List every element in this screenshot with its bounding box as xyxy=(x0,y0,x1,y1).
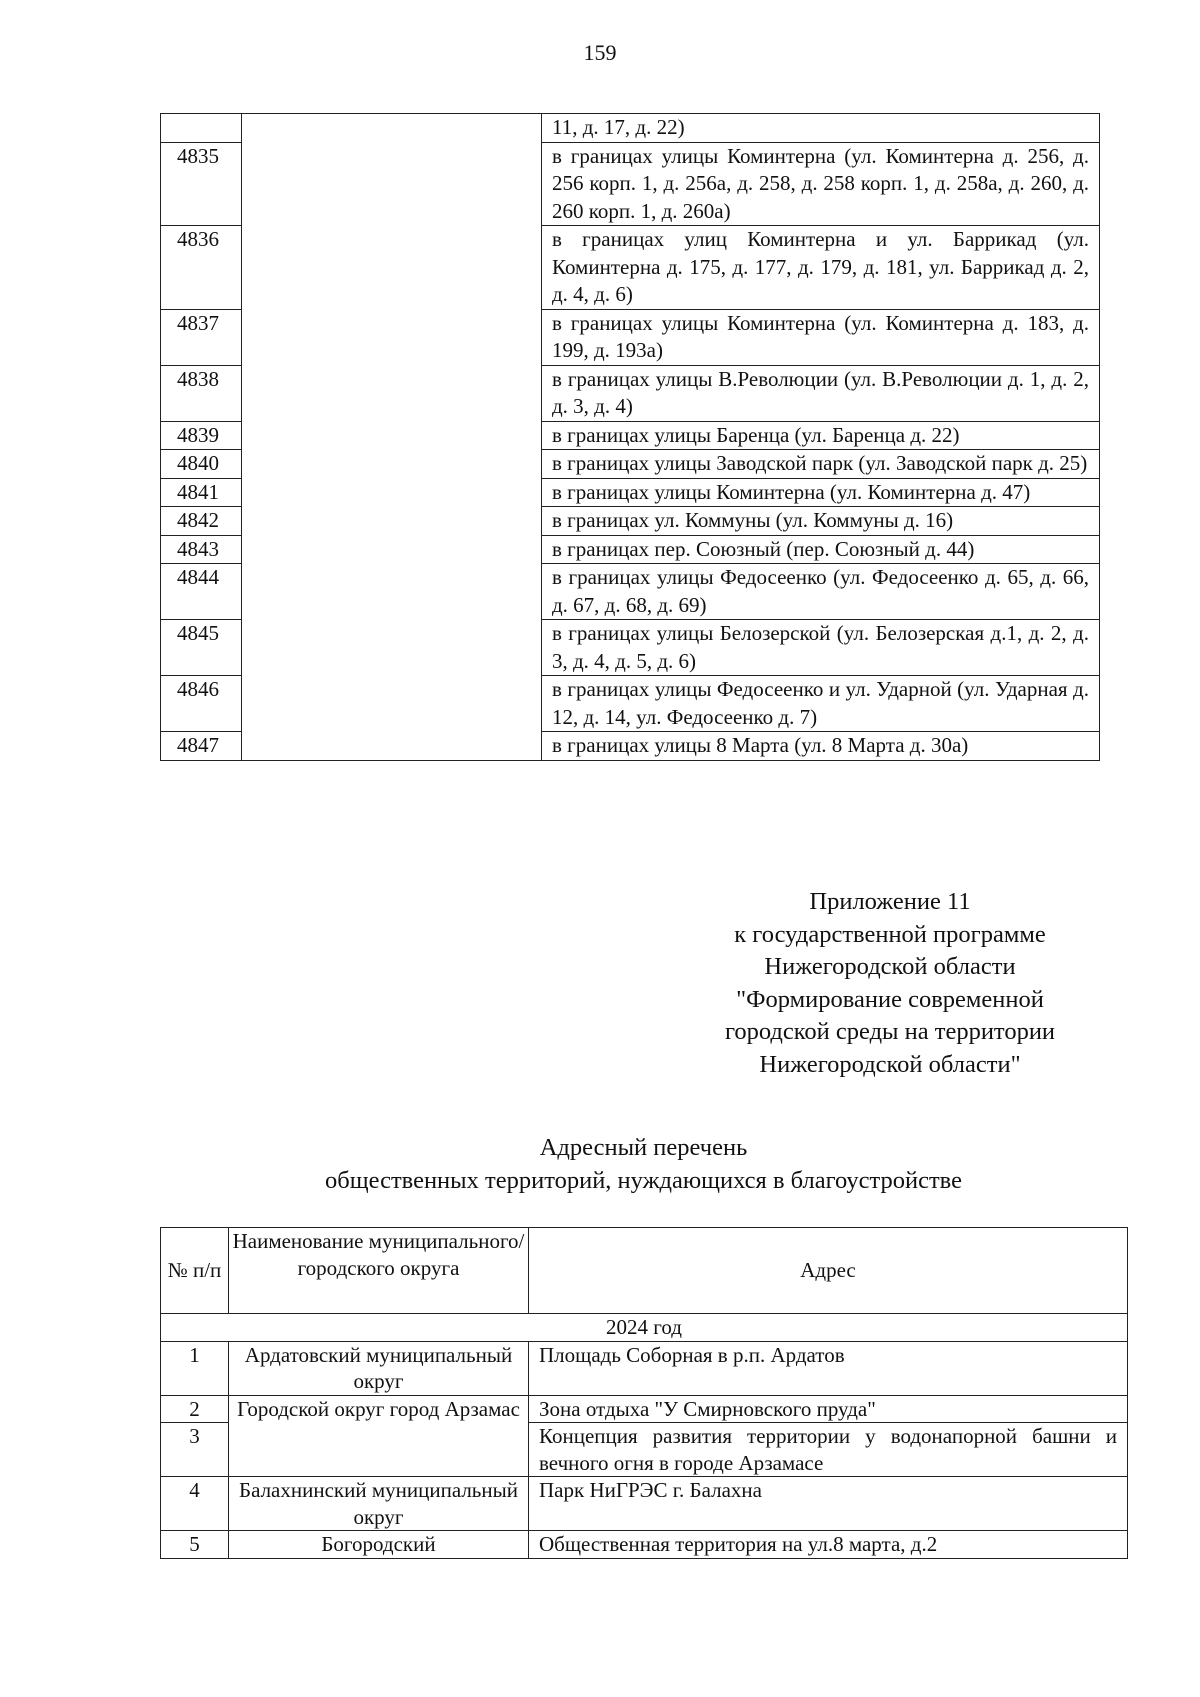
row-number: 5 xyxy=(161,1531,229,1559)
municipality-cell xyxy=(242,114,542,761)
row-address: в границах улицы Заводской парк (ул. Заводской парк д. 25) xyxy=(542,450,1100,479)
row-number: 3 xyxy=(161,1423,229,1477)
table-header-row xyxy=(161,1228,1128,1314)
row-address: в границах улицы В.Революции (ул. В.Революции д. 1, д. 2, д. 3, д. 4) xyxy=(542,365,1100,421)
appendix-line: городской среды на территории xyxy=(724,1018,1056,1045)
row-number: 4835 xyxy=(161,142,242,226)
row-address: в границах улицы Баренца (ул. Баренца д. 22) xyxy=(542,421,1100,450)
row-number: 4838 xyxy=(161,365,242,421)
public-territories-table xyxy=(160,1227,1128,1559)
row-address: в границах улицы Федосеенко и ул. Ударной (ул. Ударная д. 12, д. 14, ул. Федосеенко д. 7) xyxy=(542,676,1100,732)
row-address: Площадь Соборная в р.п. Ардатов xyxy=(529,1341,1128,1395)
row-address: в границах ул. Коммуны (ул. Коммуны д. 16) xyxy=(542,507,1100,536)
row-address: Общественная территория на ул.8 марта, д.2 xyxy=(529,1531,1128,1559)
header-address: Адрес xyxy=(529,1228,1128,1314)
table-row xyxy=(161,1477,1128,1531)
page-number: 159 xyxy=(583,40,617,65)
appendix-line: "Формирование современной xyxy=(736,985,1044,1013)
row-number: 4837 xyxy=(161,309,242,365)
row-number xyxy=(161,114,242,143)
row-number: 4 xyxy=(161,1477,229,1531)
year-label: 2024 год xyxy=(161,1314,1128,1342)
row-municipality: Городской округ город Арзамас xyxy=(229,1395,529,1477)
row-address: в границах улицы Белозерской (ул. Белозерская д.1, д. 2, д. 3, д. 4, д. 5, д. 6) xyxy=(542,620,1100,676)
appendix-header xyxy=(680,886,1100,1081)
row-number: 4843 xyxy=(161,535,242,564)
row-address: Зона отдыха "У Смирновского пруда" xyxy=(529,1395,1128,1423)
table-row xyxy=(161,1395,1128,1423)
appendix-line: к государственной программе xyxy=(734,920,1046,948)
row-address: в границах улицы Коминтерна (ул. Коминтерна д. 47) xyxy=(542,478,1100,507)
row-municipality: Ардатовский муниципальный округ xyxy=(229,1341,529,1395)
row-address: в границах улицы Коминтерна (ул. Коминтерна д. 183, д. 199, д. 193а) xyxy=(542,309,1100,365)
row-address: в границах улицы 8 Марта (ул. 8 Марта д. 30а) xyxy=(542,732,1100,761)
row-number: 4839 xyxy=(161,421,242,450)
row-address: в границах улицы Федосеенко (ул. Федосеенко д. 65, д. 66, д. 67, д. 68, д. 69) xyxy=(542,564,1100,620)
row-number: 4844 xyxy=(161,564,242,620)
appendix-line: Нижегородской области" xyxy=(759,1050,1021,1078)
appendix-line: Приложение 11 xyxy=(809,888,971,915)
table-row xyxy=(161,1341,1128,1395)
row-number: 2 xyxy=(161,1395,229,1423)
row-municipality: Богородский xyxy=(229,1531,529,1559)
header-municipality: Наименование муниципального/ городского округа xyxy=(229,1228,529,1314)
row-municipality: Балахнинский муниципальный округ xyxy=(229,1477,529,1531)
appendix-line: Нижегородской области xyxy=(764,953,1016,980)
row-number: 4841 xyxy=(161,478,242,507)
row-address: в границах пер. Союзный (пер. Союзный д. 44) xyxy=(542,535,1100,564)
table-row xyxy=(161,114,1100,143)
row-number: 4845 xyxy=(161,620,242,676)
row-address: в границах улиц Коминтерна и ул. Баррикад (ул. Коминтерна д. 175, д. 177, д. 179, д. 181, ул. Баррикад д. 2, д. 4, д. 6) xyxy=(542,226,1100,310)
row-address: Концепция развития территории у водонапорной башни и вечного огня в городе Арзамасе xyxy=(529,1423,1128,1477)
row-number: 4836 xyxy=(161,226,242,310)
row-address: 11, д. 17, д. 22) xyxy=(542,114,1100,143)
list-title-line: общественных территорий, нуждающихся в благоустройстве xyxy=(325,1167,962,1194)
row-number: 4846 xyxy=(161,676,242,732)
year-row xyxy=(161,1314,1128,1342)
list-title xyxy=(0,1131,1200,1197)
row-number: 4840 xyxy=(161,450,242,479)
row-number: 1 xyxy=(161,1341,229,1395)
list-title-line: Адресный перечень xyxy=(539,1134,748,1161)
territories-table xyxy=(160,113,1100,761)
table-row xyxy=(161,1531,1128,1559)
row-address: Парк НиГРЭС г. Балахна xyxy=(529,1477,1128,1531)
row-number: 4842 xyxy=(161,507,242,536)
row-address: в границах улицы Коминтерна (ул. Коминтерна д. 256, д. 256 корп. 1, д. 256а, д. 258, д. 258 корп. 1, д. 258а, д. 260, д. 260 корп. 1, д. 260а) xyxy=(542,142,1100,226)
row-number: 4847 xyxy=(161,732,242,761)
header-num: № п/п xyxy=(161,1228,229,1314)
